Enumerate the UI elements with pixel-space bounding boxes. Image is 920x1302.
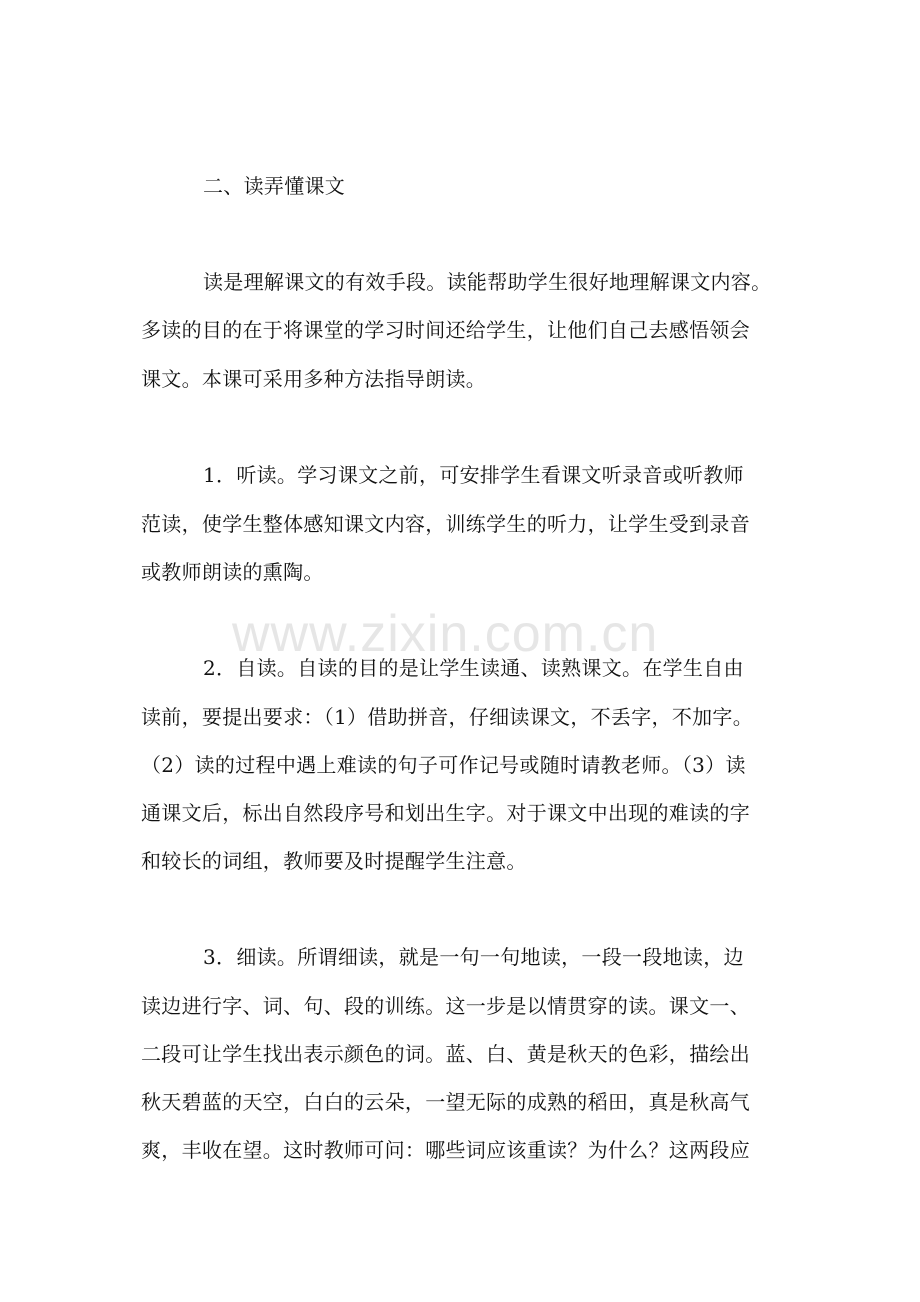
paragraph-1-line-3: 课文。本课可采用多种方法指导朗读。: [141, 367, 487, 391]
paragraph-2-line-2: 范读，使学生整体感知课文内容，训练学生的听力，让学生受到录音: [141, 512, 750, 536]
paragraph-1-line-2: 多读的目的在于将课堂的学习时间还给学生，让他们自己去感悟领会: [141, 318, 750, 342]
paragraph-3-line-2: 读前，要提出要求：（1）借助拼音，仔细读课文，不丢字，不加字。: [141, 705, 754, 729]
paragraph-2-line-1: 1．听读。学习课文之前，可安排学生看课文听录音或听教师: [203, 463, 744, 487]
paragraph-4-line-2: 读边进行字、词、句、段的训练。这一步是以情贯穿的读。课文一、: [141, 994, 750, 1018]
paragraph-3-line-4: 通课文后，标出自然段序号和划出生字。对于课文中出现的难读的字: [141, 801, 750, 825]
paragraph-2-line-3: 或教师朗读的熏陶。: [141, 560, 324, 584]
watermark: www.zixin.com.cn: [232, 605, 659, 663]
paragraph-4-line-5: 爽，丰收在望。这时教师可问：哪些词应该重读？为什么？这两段应: [141, 1138, 750, 1162]
paragraph-3-line-1: 2．自读。自读的目的是让学生读通、读熟课文。在学生自由: [203, 656, 744, 680]
paragraph-1-line-1: 读是理解课文的有效手段。读能帮助学生很好地理解课文内容。: [203, 270, 772, 294]
paragraph-4-line-3: 二段可让学生找出表示颜色的词。蓝、白、黄是秋天的色彩，描绘出: [141, 1042, 750, 1066]
paragraph-3-line-5: 和较长的词组，教师要及时提醒学生注意。: [141, 849, 527, 873]
paragraph-4-line-1: 3．细读。所谓细读，就是一句一句地读，一段一段地读，边: [203, 945, 744, 969]
section-heading: 二、读弄懂课文: [203, 174, 346, 198]
paragraph-3-line-3: （2）读的过程中遇上难读的句子可作记号或随时请教老师。（3）读: [141, 753, 746, 777]
paragraph-4-line-4: 秋天碧蓝的天空，白白的云朵，一望无际的成熟的稻田，真是秋高气: [141, 1090, 750, 1114]
